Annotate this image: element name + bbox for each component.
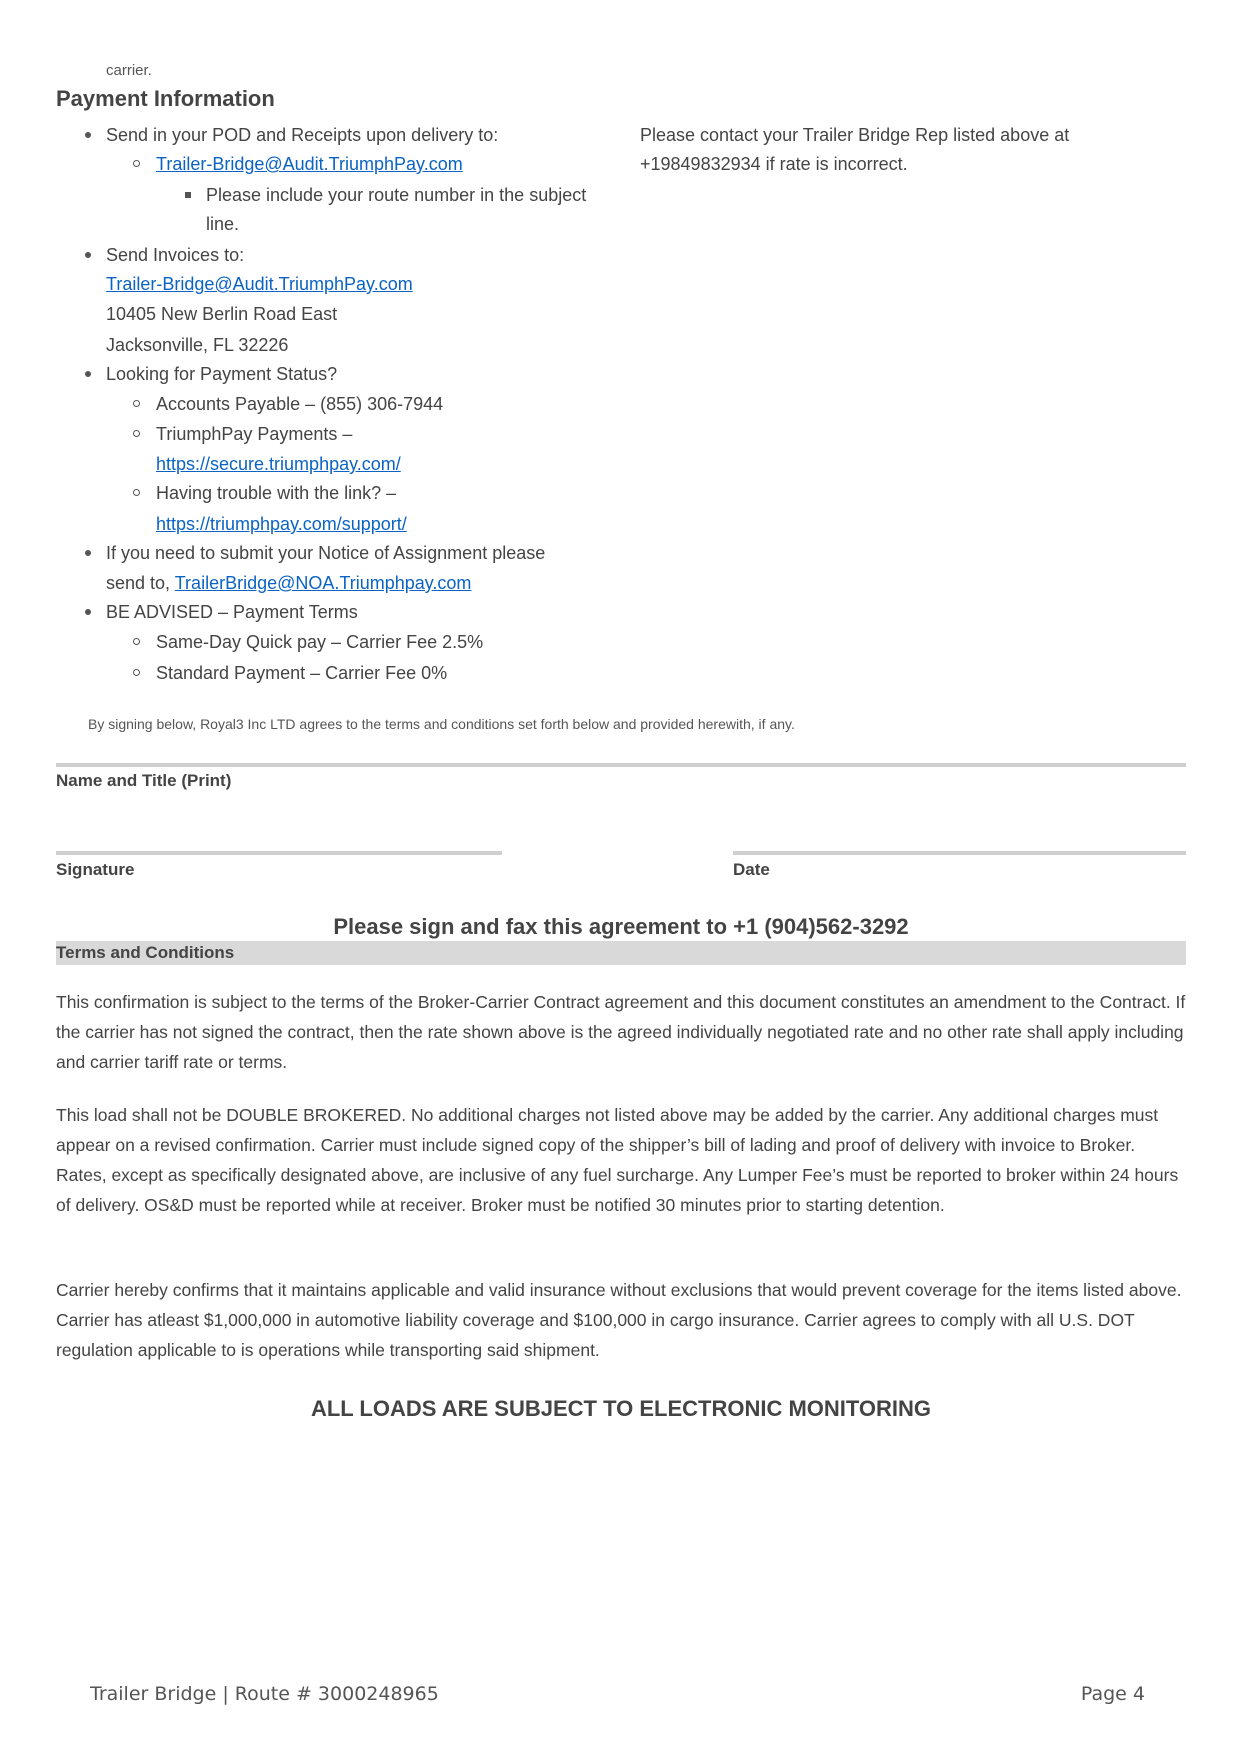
triumphpay-label: TriumphPay Payments –	[156, 424, 353, 444]
bullet	[185, 192, 191, 198]
invoices-email-link[interactable]: Trailer-Bridge@Audit.TriumphPay.com	[106, 274, 413, 294]
footer-route: Trailer Bridge | Route # 3000248965	[90, 1683, 439, 1705]
route-note-cont: line.	[206, 214, 240, 234]
invoices-label: Send Invoices to:	[106, 245, 245, 265]
noa-email-link[interactable]: TrailerBridge@NOA.Triumphpay.com	[174, 573, 472, 593]
address-line-2: Jacksonville, FL 32226	[106, 335, 289, 355]
triumphpay-link[interactable]: https://secure.triumphpay.com/	[156, 454, 401, 474]
pod-email-link[interactable]: Trailer-Bridge@Audit.TriumphPay.com	[156, 154, 463, 174]
support-link[interactable]: https://triumphpay.com/support/	[156, 514, 407, 534]
contact-note: Please contact your Trailer Bridge Rep listed above at	[640, 125, 1070, 145]
bullet	[133, 160, 140, 167]
bullet	[85, 609, 91, 615]
status-label: Looking for Payment Status?	[106, 364, 338, 384]
accounts-payable: Accounts Payable – (855) 306-7944	[156, 394, 444, 414]
noa-text: If you need to submit your Notice of Assignment please	[106, 543, 546, 563]
standard-pay-term: Standard Payment – Carrier Fee 0%	[156, 663, 448, 683]
bullet	[85, 371, 91, 377]
date-line	[733, 851, 1186, 855]
bullet	[85, 252, 91, 258]
noa-line-2	[106, 568, 471, 598]
footer-page-number: Page 4	[1080, 1683, 1145, 1705]
terms-heading-bar	[56, 941, 1186, 965]
quick-pay-term: Same-Day Quick pay – Carrier Fee 2.5%	[156, 632, 484, 652]
contact-note-cont: +19849832934 if rate is incorrect.	[640, 154, 908, 174]
noa-prefix: send to,	[106, 573, 175, 593]
bullet	[133, 489, 140, 496]
payment-heading: Payment Information	[56, 86, 275, 111]
continued-text: carrier.	[106, 62, 152, 79]
bullet	[85, 132, 91, 138]
agreement-text: By signing below, Royal3 Inc LTD agrees to the terms and conditions set forth below and provided herewith, if any.	[88, 716, 795, 732]
bullet	[85, 550, 91, 556]
signature-line	[56, 851, 502, 855]
bullet	[133, 400, 140, 407]
route-note: Please include your route number in the subject	[206, 185, 587, 205]
terms-paragraph-3: Carrier hereby confirms that it maintains applicable and valid insurance without exclusions that would prevent coverage for the items listed above. Carrier has atleast $1,000,000 in automotive liability coverage and $100,000 in cargo insurance. Carrier agrees to comply with all U.S. DOT regulation applicable to is operations while transporting said shipment.	[56, 1280, 1182, 1360]
bullet	[133, 638, 140, 645]
terms-paragraph-2: This load shall not be DOUBLE BROKERED. No additional charges not listed above may be added by the carrier. Any additional charges must appear on a revised confirmation. Carrier must include signed copy of the shipper’s bill of lading and proof of delivery with invoice to Broker. Rates, except as specifically designated above, are inclusive of any fuel surcharge. Any Lumper Fee’s must be reported to broker within 24 hours of delivery. OS&D must be reported while at receiver. Broker must be notified 30 minutes prior to starting detention.	[56, 1105, 1179, 1215]
signature-label: Signature	[56, 860, 135, 879]
terms-heading: Terms and Conditions	[56, 943, 235, 962]
date-label: Date	[733, 860, 770, 879]
fax-notice: Please sign and fax this agreement to +1 (904)562-3292	[333, 914, 909, 939]
address-line-1: 10405 New Berlin Road East	[106, 304, 338, 324]
pod-label: Send in your POD and Receipts upon delivery to:	[106, 125, 499, 145]
terms-paragraph-1: This confirmation is subject to the terms of the Broker-Carrier Contract agreement and this document constitutes an amendment to the Contract. If the carrier has not signed the contract, then the rate shown above is the agreed individually negotiated rate and no other rate shall apply including and carrier tariff rate or terms.	[56, 992, 1186, 1072]
name-title-label: Name and Title (Print)	[56, 771, 232, 790]
monitoring-notice: ALL LOADS ARE SUBJECT TO ELECTRONIC MONITORING	[310, 1396, 932, 1421]
bullet	[133, 669, 140, 676]
name-title-line	[56, 763, 1186, 767]
bullet	[133, 430, 140, 437]
advised-label: BE ADVISED – Payment Terms	[106, 602, 358, 622]
trouble-label: Having trouble with the link? –	[156, 483, 397, 503]
